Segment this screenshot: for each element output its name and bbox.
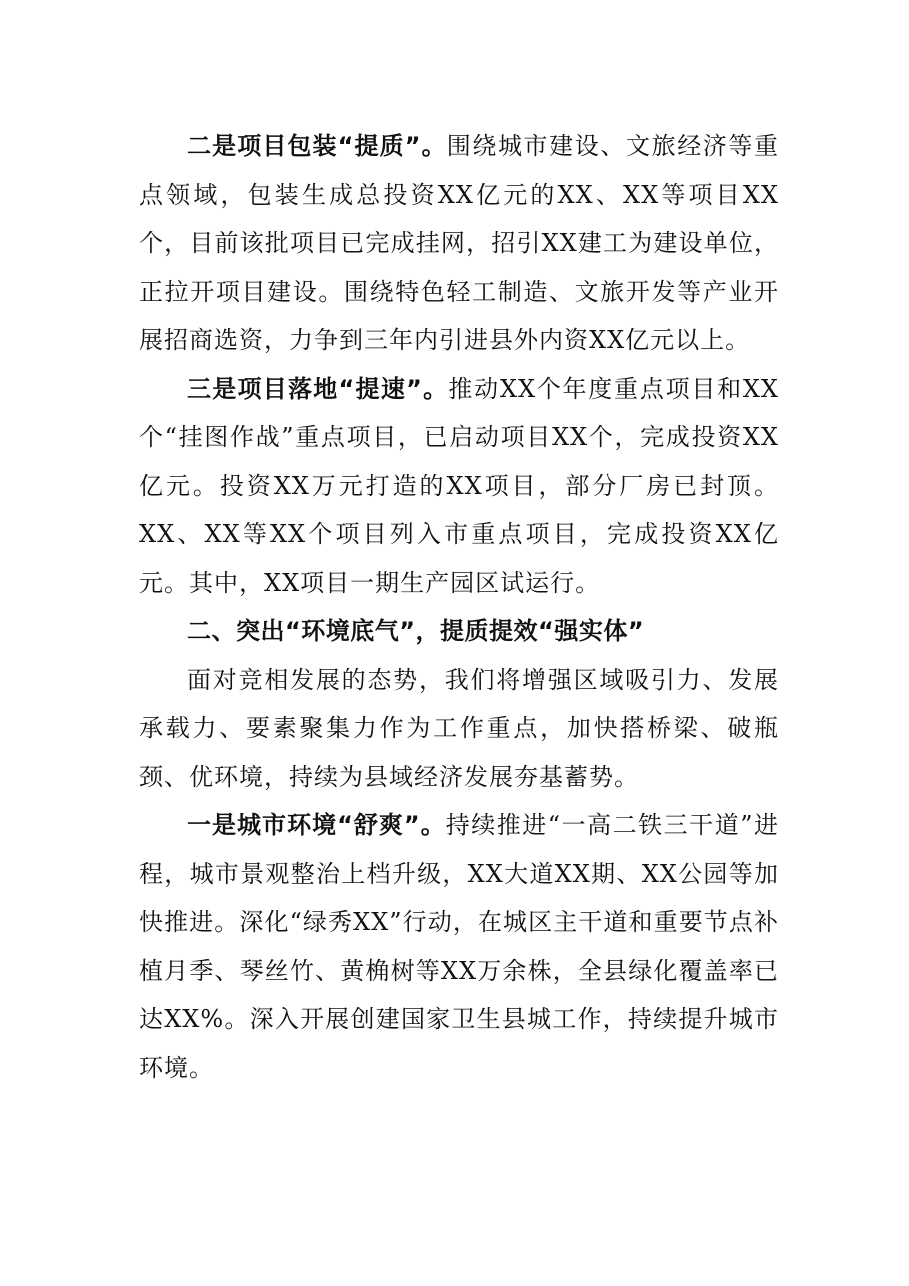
section-intro: 面对竞相发展的态势，我们将增强区域吸引力、发展承载力、要素聚集力作为工作重点，加快搭桥梁、破瓶颈、优环境，持续为县域经济发展夯基蓄势。 [139,665,779,791]
section-heading: 二、突出“环境底气”，提质提效“强实体” [187,617,645,645]
paragraph-city-environment [139,801,779,1092]
paragraph-lead: 三是项目落地“提速”。 [187,374,449,403]
paragraph-project-landing [139,365,779,608]
paragraph-text: 持续推进“一高二铁三干道”进程，城市景观整治上档升级，XX大道XX期、XX公园等加快推进。深化“绿秀XX”行动，在城区主干道和重要节点补植月季、琴丝竹、黄桷树等XX万余株，全县绿化覆盖率已达XX%。深入开展创建国家卫生县城工作，持续提升城市环境。 [139,811,779,1082]
paragraph-project-packaging [139,122,779,365]
paragraph-text: 围绕城市建设、文旅经济等重点领域，包装生成总投资XX亿元的XX、XX等项目XX个，目前该批项目已完成挂网，招引XX建工为建设单位，正拉开项目建设。围绕特色轻工制造、文旅开发等产业开展招商选资，力争到三年内引进县外内资XX亿元以上。 [139,132,780,354]
document-body [139,122,779,1092]
paragraph-lead: 一是城市环境“舒爽”。 [187,811,446,839]
paragraph-lead: 二是项目包装“提质”。 [187,132,447,160]
paragraph-text: 推动XX个年度重点项目和XX个“挂图作战”重点项目，已启动项目XX个，完成投资XX亿元。投资XX万元打造的XX项目，部分厂房已封顶。XX、XX等XX个项目列入市重点项目，完成投资XX亿元。其中，XX项目一期生产园区试运行。 [139,374,780,597]
